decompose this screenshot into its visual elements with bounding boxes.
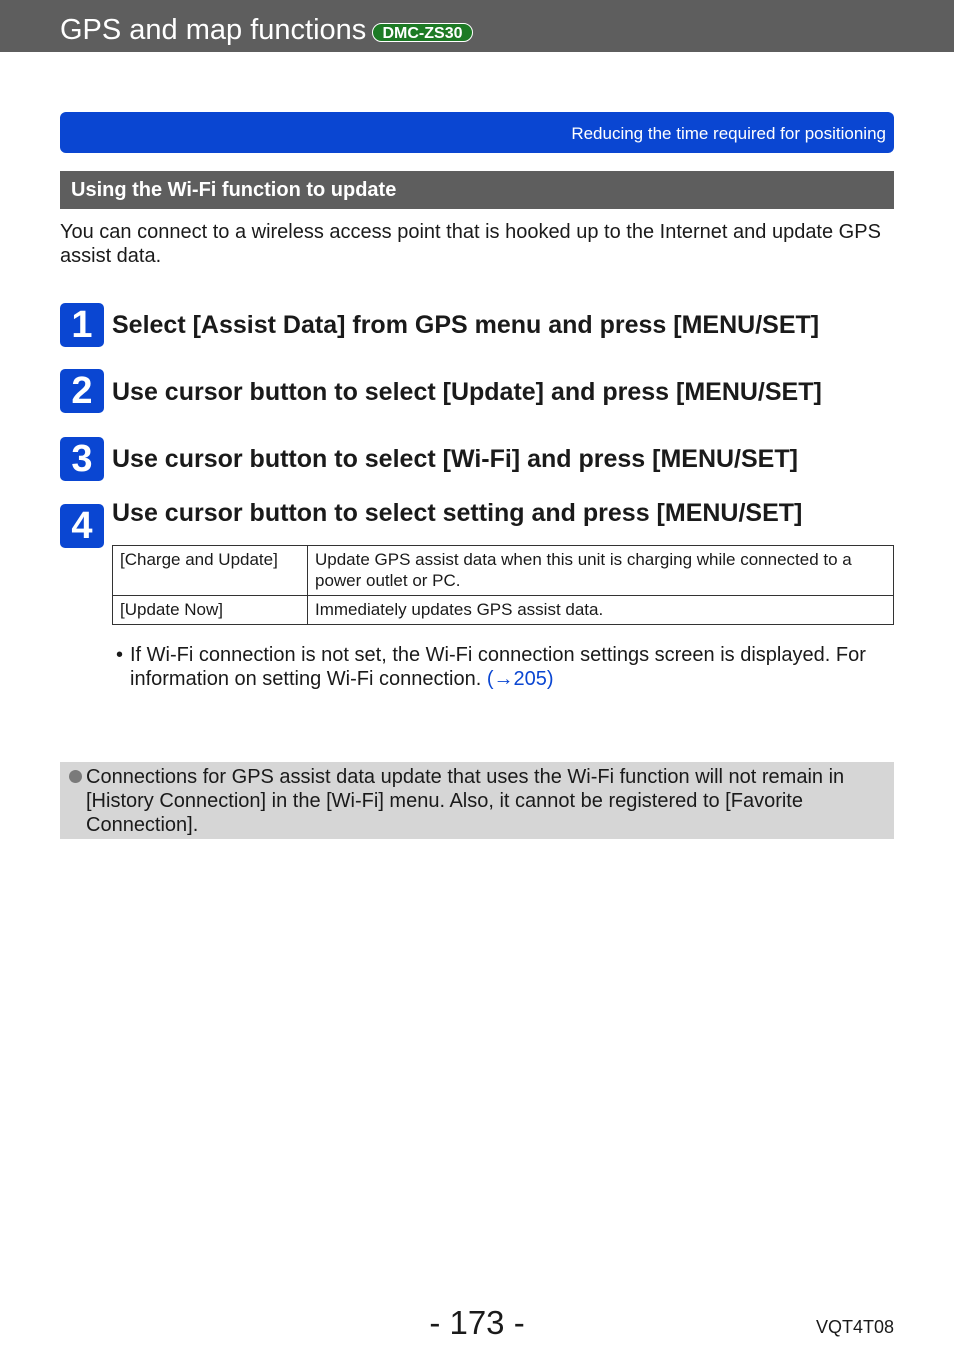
step-1-number: 1 — [60, 303, 104, 347]
section-banner — [60, 112, 894, 153]
table-row — [113, 596, 894, 625]
step-4-text: Use cursor button to select setting and press [MENU/SET] — [112, 499, 803, 527]
chapter-title: GPS and map functions — [60, 14, 367, 46]
option-cell: [Charge and Update] — [113, 546, 308, 596]
step-2-number: 2 — [60, 369, 104, 413]
note-text: If Wi-Fi connection is not set, the Wi-Fi connection settings screen is displayed. For information on setting Wi-Fi connection. — [130, 644, 866, 690]
page-reference-link[interactable]: (→205) — [486, 668, 554, 690]
subheading-bar — [60, 171, 894, 209]
intro-paragraph: You can connect to a wireless access point that is hooked up to the Internet and update GPS assist data. — [60, 221, 881, 267]
bullet-dot-icon — [69, 770, 82, 783]
settings-table — [112, 545, 894, 625]
table-row — [113, 546, 894, 596]
page-number: - 173 - — [429, 1304, 525, 1341]
option-cell: [Update Now] — [113, 596, 308, 625]
description-cell: Immediately updates GPS assist data. — [308, 596, 894, 625]
subheading-title: Using the Wi-Fi function to update — [71, 179, 397, 201]
step-3-text: Use cursor button to select [Wi-Fi] and press [MENU/SET] — [112, 445, 798, 473]
note-text-block — [116, 643, 894, 691]
bullet-marker: • — [116, 644, 124, 666]
document-code: VQT4T08 — [815, 1317, 894, 1337]
step-1-text: Select [Assist Data] from GPS menu and press [MENU/SET] — [112, 311, 820, 339]
step-4-number: 4 — [60, 504, 104, 548]
info-text: Connections for GPS assist data update that uses the Wi-Fi function will not remain in [History Connection] in the [Wi-Fi] menu. Also, it cannot be registered to [Favorite Connection]. — [86, 766, 845, 836]
info-box — [60, 762, 894, 839]
description-cell: Update GPS assist data when this unit is charging while connected to a power outlet or PC. — [308, 546, 894, 596]
model-badge: DMC-ZS30 — [372, 23, 473, 42]
page-header — [0, 0, 954, 52]
step-3-number: 3 — [60, 437, 104, 481]
note — [116, 643, 894, 691]
section-banner-label: Reducing the time required for positioning — [571, 124, 886, 143]
step-2-text: Use cursor button to select [Update] and press [MENU/SET] — [112, 378, 822, 406]
